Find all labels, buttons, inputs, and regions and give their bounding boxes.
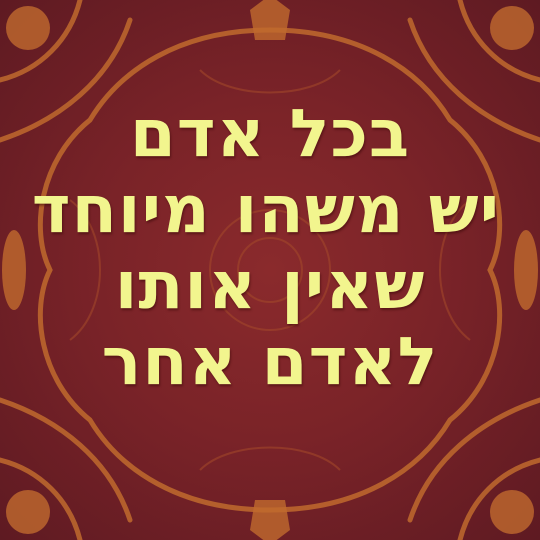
inner-flourish-top <box>200 70 340 93</box>
top-crown-motif <box>250 0 290 40</box>
quote-line-1: בכל אדם <box>129 95 411 172</box>
quote-line-2: יש משהו מיוחד <box>31 171 500 248</box>
left-side-motif <box>2 230 26 310</box>
bottom-crown-motif <box>250 500 290 540</box>
rosette-br <box>490 490 534 534</box>
quote-line-3: שאין אותו <box>114 247 426 324</box>
rosette-bl <box>6 490 50 534</box>
quote-line-4: לאדם אחר <box>101 323 439 400</box>
rosette-tl <box>6 6 50 50</box>
quote-text <box>31 95 500 400</box>
rosette-tr <box>490 6 534 50</box>
inner-flourish-bottom <box>200 448 340 471</box>
right-side-motif <box>514 230 538 310</box>
